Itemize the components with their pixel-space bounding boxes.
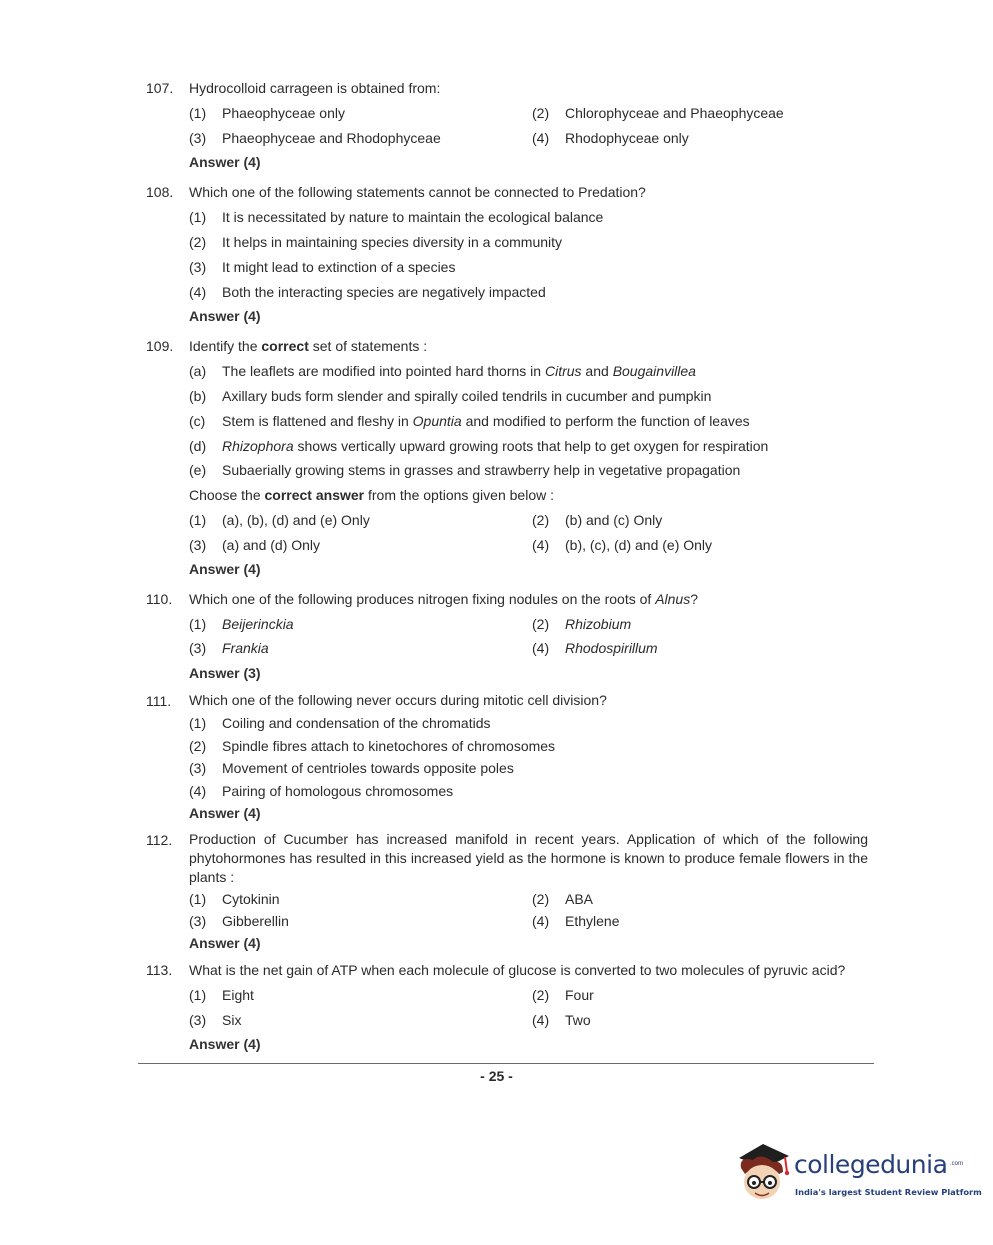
footer-divider xyxy=(138,1063,874,1064)
question-stem: Which one of the following never occurs during mitotic cell division? xyxy=(189,692,607,708)
option-tag: (1) xyxy=(189,616,207,632)
statement-text: Stem is flattened and fleshy in Opuntia and modified to perform the function of leaves xyxy=(222,413,750,429)
option-tag: (2) xyxy=(189,234,207,250)
answer-label: Answer (4) xyxy=(189,308,261,324)
option-tag: (2) xyxy=(532,616,550,632)
question-stem: Hydrocolloid carrageen is obtained from: xyxy=(189,80,441,96)
option-text: (a) and (d) Only xyxy=(222,537,321,553)
option-tag: (4) xyxy=(532,640,550,656)
option-text: (b) and (c) Only xyxy=(565,512,663,528)
option-tag: (4) xyxy=(532,1012,550,1028)
statement-tag: (b) xyxy=(189,388,207,404)
page-number: - 25 - xyxy=(480,1068,513,1084)
option-text: Coiling and condensation of the chromatids xyxy=(222,715,491,731)
option-text: Cytokinin xyxy=(222,891,280,907)
option-tag: (3) xyxy=(189,1012,207,1028)
question-stem: Identify the correct set of statements : xyxy=(189,338,428,354)
option-text: It might lead to extinction of a species xyxy=(222,259,456,275)
option-text: (a), (b), (d) and (e) Only xyxy=(222,512,370,528)
statement-text: Rhizophora shows vertically upward growing roots that help to get oxygen for respiration xyxy=(222,438,769,454)
option-text: Rhodospirillum xyxy=(565,640,658,656)
statement-text: Subaerially growing stems in grasses and strawberry help in vegetative propagation xyxy=(222,462,741,478)
option-text: Ethylene xyxy=(565,913,620,929)
answer-label: Answer (4) xyxy=(189,154,261,170)
option-text: Four xyxy=(565,987,594,1003)
option-text: Movement of centrioles towards opposite poles xyxy=(222,760,514,776)
statement-tag: (c) xyxy=(189,413,206,429)
option-tag: (2) xyxy=(532,512,550,528)
question-number: 108. xyxy=(146,184,174,200)
statement-tag: (e) xyxy=(189,462,207,478)
option-text: Rhizobium xyxy=(565,616,632,632)
option-tag: (1) xyxy=(189,105,207,121)
option-text: Phaeophyceae and Rhodophyceae xyxy=(222,130,441,146)
option-text: ABA xyxy=(565,891,594,907)
brand-tagline: India's largest Student Review Platform xyxy=(795,1187,982,1197)
option-tag: (3) xyxy=(189,130,207,146)
option-text: Two xyxy=(565,1012,591,1028)
question-number: 111. xyxy=(146,693,172,709)
option-tag: (4) xyxy=(532,130,550,146)
option-text: Both the interacting species are negatively impacted xyxy=(222,284,546,300)
option-tag: (1) xyxy=(189,209,207,225)
question-stem: Production of Cucumber has increased manifold in recent years. Application of which of the following phytohormones has resulted in this increased yield as the hormone is known to produce female flowers in the plants : xyxy=(189,831,868,885)
option-tag: (2) xyxy=(532,987,550,1003)
option-text: Rhodophyceae only xyxy=(565,130,689,146)
option-text: (b), (c), (d) and (e) Only xyxy=(565,537,713,553)
option-text: Pairing of homologous chromosomes xyxy=(222,783,454,799)
option-text: Six xyxy=(222,1012,242,1028)
option-text: Spindle fibres attach to kinetochores of chromosomes xyxy=(222,738,556,754)
option-tag: (1) xyxy=(189,512,207,528)
question-number: 109. xyxy=(146,338,174,354)
option-tag: (4) xyxy=(532,537,550,553)
option-tag: (4) xyxy=(189,284,207,300)
answer-label: Answer (3) xyxy=(189,665,261,681)
option-tag: (2) xyxy=(189,738,207,754)
option-text: Beijerinckia xyxy=(222,616,294,632)
option-tag: (3) xyxy=(189,913,207,929)
option-text: Phaeophyceae only xyxy=(222,105,345,121)
statement-text: The leaflets are modified into pointed hard thorns in Citrus and Bougainvillea xyxy=(222,363,696,379)
option-tag: (2) xyxy=(532,891,550,907)
question-number: 110. xyxy=(146,591,173,607)
option-tag: (4) xyxy=(532,913,550,929)
option-tag: (4) xyxy=(189,783,207,799)
option-tag: (2) xyxy=(532,105,550,121)
question-number: 107. xyxy=(146,80,174,96)
option-tag: (3) xyxy=(189,760,207,776)
option-tag: (3) xyxy=(189,259,207,275)
statement-tag: (d) xyxy=(189,438,207,454)
answer-label: Answer (4) xyxy=(189,1036,261,1052)
option-tag: (3) xyxy=(189,537,207,553)
question-stem: Which one of the following statements cannot be connected to Predation? xyxy=(189,184,646,200)
option-tag: (3) xyxy=(189,640,207,656)
choose-instruction: Choose the correct answer from the options given below : xyxy=(189,487,554,503)
statement-text: Axillary buds form slender and spirally coiled tendrils in cucumber and pumpkin xyxy=(222,388,712,404)
answer-label: Answer (4) xyxy=(189,805,261,821)
statement-tag: (a) xyxy=(189,363,207,379)
option-text: It helps in maintaining species diversity in a community xyxy=(222,234,563,250)
option-text: It is necessitated by nature to maintain the ecological balance xyxy=(222,209,604,225)
option-tag: (1) xyxy=(189,987,207,1003)
answer-label: Answer (4) xyxy=(189,935,261,951)
brand-name: collegedunia xyxy=(794,1150,948,1179)
brand-domain-suffix: .com xyxy=(950,1161,964,1167)
question-number: 112. xyxy=(146,832,173,848)
answer-label: Answer (4) xyxy=(189,561,261,577)
option-tag: (1) xyxy=(189,715,207,731)
option-tag: (1) xyxy=(189,891,207,907)
question-stem: What is the net gain of ATP when each molecule of glucose is converted to two molecules of pyruvic acid? xyxy=(189,962,846,978)
option-text: Gibberellin xyxy=(222,913,289,929)
question-number: 113. xyxy=(146,962,173,978)
option-text: Frankia xyxy=(222,640,269,656)
option-text: Chlorophyceae and Phaeophyceae xyxy=(565,105,784,121)
question-stem: Which one of the following produces nitrogen fixing nodules on the roots of Alnus? xyxy=(189,591,699,607)
option-text: Eight xyxy=(222,987,254,1003)
